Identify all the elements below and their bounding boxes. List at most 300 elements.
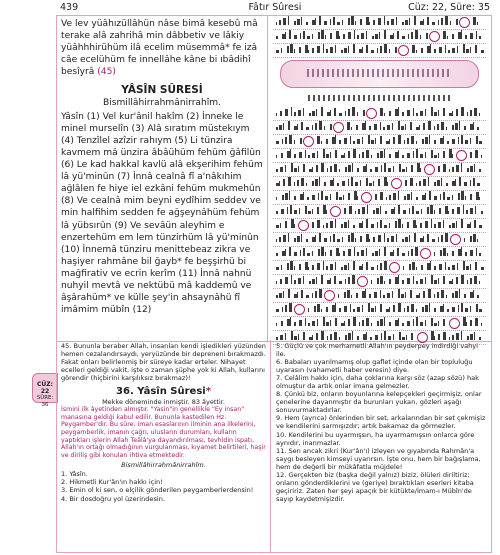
arabic-glyph — [378, 179, 380, 186]
juz-side-tab[interactable] — [32, 373, 58, 408]
arabic-glyph — [294, 49, 295, 53]
arabic-glyph — [384, 113, 385, 116]
arabic-glyph — [398, 303, 401, 312]
arabic-glyph — [477, 239, 478, 242]
arabic-glyph — [308, 155, 310, 158]
arabic-glyph — [333, 234, 335, 242]
arabic-glyph — [345, 167, 347, 172]
arabic-glyph — [297, 124, 298, 130]
arabic-glyph — [279, 181, 280, 186]
ayah-end-marker — [389, 262, 400, 273]
arabic-glyph — [409, 208, 410, 214]
arabic-glyph — [423, 291, 425, 298]
arabic-glyph — [434, 196, 437, 200]
footnote-marker: * — [205, 386, 211, 398]
arabic-glyph — [326, 49, 328, 53]
arabic-glyph — [443, 136, 444, 144]
arabic-glyph — [285, 221, 287, 228]
arabic-glyph — [299, 47, 301, 53]
arabic-glyph — [470, 264, 471, 270]
arabic-line — [273, 233, 486, 247]
arabic-glyph — [380, 122, 381, 130]
arabic-glyph — [457, 207, 460, 214]
arabic-line — [273, 121, 486, 135]
arabic-glyph — [479, 253, 481, 256]
translation-section — [56, 340, 492, 553]
arabic-glyph — [461, 275, 464, 284]
arabic-glyph — [321, 247, 324, 256]
arabic-glyph — [368, 135, 370, 144]
transliteration-column — [57, 16, 268, 341]
arabic-glyph — [443, 151, 445, 158]
arabic-glyph — [303, 31, 305, 39]
arabic-glyph — [430, 261, 431, 270]
arabic-glyph — [285, 165, 286, 172]
arabic-glyph — [439, 264, 442, 270]
arabic-glyph — [420, 154, 423, 158]
arabic-glyph — [289, 30, 291, 39]
arabic-glyph — [330, 19, 331, 25]
arabic-glyph — [360, 180, 361, 186]
arabic-glyph — [383, 295, 385, 298]
arabic-glyph — [473, 290, 474, 298]
arabic-glyph — [398, 205, 400, 214]
arabic-glyph — [294, 224, 295, 228]
arabic-glyph — [300, 33, 301, 39]
arabic-glyph — [375, 34, 378, 39]
arabic-glyph — [312, 279, 315, 284]
arabic-glyph — [398, 135, 401, 144]
arabic-glyph — [312, 111, 315, 116]
arabic-glyph — [411, 304, 414, 312]
arabic-glyph — [341, 50, 343, 53]
arabic-glyph — [312, 125, 313, 130]
arabic-glyph — [371, 140, 374, 144]
arabic-glyph — [464, 294, 466, 298]
arabic-glyph — [325, 252, 326, 256]
arabic-glyph — [317, 46, 320, 53]
arabic-glyph — [287, 207, 288, 214]
arabic-glyph — [425, 193, 426, 200]
transliteration-text-45: Ve lev yüâhızüllâhün nâse bimâ kesebû mâ terake alâ zahrihâ min dâbbetiv ve lâkiy yüâhhhirühüm ilâ ecelim müsemmâ* fe izâ câe ecelühüm fe innellâhe kâne bi ıbâdihî besîyrâ — [61, 19, 258, 78]
arabic-glyph — [383, 127, 385, 130]
arabic-glyph — [392, 123, 393, 130]
arabic-glyph — [407, 321, 410, 326]
arabic-glyph — [438, 278, 439, 284]
arabic-glyph — [276, 36, 278, 39]
arabic-glyph — [466, 322, 467, 326]
side-tab-juz: CÜZ: 22 — [36, 381, 54, 395]
arabic-glyph — [427, 207, 429, 214]
arabic-glyph — [461, 247, 462, 256]
arabic-line — [273, 261, 486, 275]
arabic-glyph — [423, 179, 426, 186]
arabic-glyph — [380, 136, 382, 144]
arabic-glyph — [317, 151, 318, 158]
arabic-glyph — [416, 267, 417, 270]
arabic-glyph — [330, 110, 331, 116]
arabic-glyph — [335, 219, 336, 228]
arabic-glyph — [380, 304, 382, 312]
arabic-glyph — [285, 137, 287, 144]
arabic-glyph — [356, 125, 358, 130]
arabic-glyph — [377, 48, 378, 53]
arabic-glyph — [465, 252, 467, 256]
arabic-glyph — [281, 153, 283, 158]
arabic-glyph — [276, 225, 279, 228]
arabic-line — [273, 135, 486, 149]
arabic-line — [273, 247, 486, 261]
arabic-glyph — [434, 294, 435, 298]
arabic-glyph — [321, 191, 323, 200]
arabic-glyph — [467, 280, 468, 284]
arabic-glyph — [463, 261, 465, 270]
arabic-glyph — [447, 309, 449, 312]
arabic-glyph — [477, 22, 478, 25]
arabic-glyph — [334, 164, 337, 172]
arabic-line — [273, 107, 486, 121]
arabic-glyph — [402, 22, 404, 25]
surah-banner-ornament — [280, 60, 479, 88]
arabic-glyph — [298, 110, 301, 116]
arabic-glyph — [447, 141, 449, 144]
arabic-glyph — [318, 249, 320, 256]
arabic-glyph — [359, 154, 360, 158]
arabic-glyph — [407, 153, 410, 158]
arabic-glyph — [395, 47, 397, 53]
arabic-glyph — [413, 276, 414, 284]
arabic-glyph — [325, 35, 326, 39]
arabic-glyph — [443, 31, 446, 39]
arabic-glyph — [416, 309, 417, 312]
arabic-glyph — [348, 109, 350, 116]
meal-bismillah: Bismillâhirrahmânirrahîm. — [121, 461, 206, 470]
arabic-glyph — [285, 277, 288, 284]
ayah-end-marker — [459, 17, 470, 28]
surah-title-header: Fâtır Sûresi — [248, 2, 302, 13]
arabic-glyph — [455, 123, 458, 130]
arabic-glyph — [465, 35, 467, 39]
arabic-glyph — [353, 44, 355, 53]
arabic-glyph — [470, 166, 473, 172]
translation-right-column — [272, 340, 491, 552]
arabic-glyph — [289, 247, 291, 256]
arabic-glyph — [303, 108, 304, 116]
arabic-glyph — [380, 220, 382, 228]
arabic-glyph — [308, 308, 309, 312]
arabic-glyph — [347, 290, 350, 298]
arabic-glyph — [371, 323, 372, 326]
arabic-glyph — [447, 197, 450, 200]
arabic-glyph — [276, 239, 277, 242]
arabic-glyph — [473, 17, 476, 25]
arabic-glyph — [430, 205, 433, 214]
arabic-glyph — [348, 179, 349, 186]
arabic-glyph — [438, 110, 439, 116]
arabic-glyph — [291, 107, 292, 116]
arabic-glyph — [441, 290, 444, 298]
arabic-glyph — [380, 151, 383, 158]
arabic-glyph — [360, 236, 362, 242]
arabic-glyph — [276, 253, 278, 256]
arabic-glyph — [373, 237, 375, 242]
arabic-glyph — [342, 237, 343, 242]
arabic-glyph — [276, 113, 277, 116]
arabic-glyph — [357, 252, 359, 256]
arabic-glyph — [438, 20, 439, 25]
arabic-glyph — [475, 318, 478, 326]
arabic-glyph — [456, 333, 459, 340]
page-number: 439 — [60, 2, 79, 13]
arabic-glyph — [369, 22, 370, 25]
arabic-glyph — [308, 211, 311, 214]
arabic-glyph — [389, 223, 390, 228]
arabic-glyph — [291, 275, 292, 284]
arabic-glyph — [380, 108, 383, 116]
arabic-glyph — [443, 248, 446, 256]
arabic-glyph — [276, 309, 279, 312]
arabic-glyph — [475, 206, 476, 214]
arabic-glyph — [421, 265, 423, 270]
arabic-glyph — [391, 19, 394, 25]
arabic-glyph — [290, 205, 292, 214]
arabic-glyph — [365, 289, 366, 298]
arabic-glyph — [288, 16, 289, 25]
arabic-glyph — [330, 124, 332, 130]
arabic-glyph — [303, 276, 304, 284]
arabic-glyph — [348, 220, 349, 228]
arabic-glyph — [416, 183, 417, 186]
arabic-glyph — [481, 267, 484, 270]
arabic-glyph — [470, 152, 472, 158]
arabic-glyph — [421, 209, 422, 214]
arabic-glyph — [475, 150, 478, 158]
arabic-glyph — [470, 320, 472, 326]
arabic-glyph — [288, 177, 291, 186]
arabic-glyph — [306, 22, 308, 25]
arabic-glyph — [404, 196, 406, 200]
arabic-text-column — [268, 16, 491, 341]
arabic-glyph — [305, 150, 306, 158]
arabic-glyph — [283, 179, 285, 186]
arabic-glyph — [294, 238, 296, 242]
arabic-glyph — [326, 210, 327, 214]
arabic-glyph — [396, 17, 397, 25]
arabic-glyph — [297, 180, 299, 186]
arabic-glyph — [369, 126, 371, 130]
arabic-glyph — [425, 137, 428, 144]
surah-heading — [61, 385, 266, 398]
meal-ayah-45: 45. Bununla beraber Allah, insanları kendi işledikleri yüzünden hemen cezalandırsaydı, yeryüzünde bir depreneni bırakmazdı. Fakat onları belirlenmiş bir süreye kadar erteler. Nihayet ecelleri geldiği vakit, işte o zaman şüphe yok ki Allah, kullarını görendir (hiçbirini karşılıksız bırakmaz)! — [61, 342, 266, 383]
arabic-glyph — [294, 210, 297, 214]
arabic-glyph — [371, 280, 372, 284]
arabic-glyph — [357, 35, 359, 39]
arabic-glyph — [470, 222, 471, 228]
arabic-glyph — [348, 18, 350, 25]
arabic-glyph — [280, 167, 283, 172]
arabic-glyph — [367, 205, 368, 214]
arabic-glyph — [319, 289, 322, 298]
arabic-line — [273, 177, 486, 191]
arabic-glyph — [280, 111, 282, 116]
arabic-glyph — [463, 44, 465, 53]
ayah-end-marker — [420, 248, 431, 259]
arabic-glyph — [294, 322, 296, 326]
arabic-glyph — [392, 291, 393, 298]
ayah-end-marker — [450, 234, 461, 245]
arabic-glyph — [456, 109, 458, 116]
arabic-glyph — [388, 168, 391, 172]
arabic-glyph — [397, 31, 399, 39]
arabic-glyph — [309, 281, 311, 284]
arabic-glyph — [445, 233, 448, 242]
arabic-glyph — [448, 211, 449, 214]
arabic-glyph — [348, 277, 350, 284]
arabic-line — [273, 219, 486, 233]
arabic-glyph — [371, 224, 374, 228]
arabic-glyph — [294, 196, 296, 200]
arabic-glyph — [287, 263, 289, 270]
arabic-glyph — [461, 219, 463, 228]
surah-revelation-info: Mekke döneminde inmiştir. 83 âyettir. — [102, 398, 225, 407]
arabic-glyph — [398, 318, 399, 326]
arabic-line — [273, 275, 486, 289]
arabic-glyph — [325, 196, 328, 200]
arabic-glyph — [467, 112, 468, 116]
arabic-glyph — [362, 207, 365, 214]
arabic-glyph — [389, 139, 390, 144]
arabic-glyph — [416, 197, 418, 200]
arabic-glyph — [348, 235, 350, 242]
arabic-glyph — [411, 165, 413, 172]
arabic-glyph — [288, 233, 289, 242]
arabic-glyph — [326, 154, 329, 158]
arabic-glyph — [401, 126, 404, 130]
arabic-glyph — [348, 319, 350, 326]
arabic-glyph — [420, 168, 421, 172]
arabic-glyph — [461, 135, 463, 144]
arabic-glyph — [398, 289, 400, 298]
arabic-glyph — [393, 137, 395, 144]
arabic-glyph — [276, 22, 277, 25]
arabic-glyph — [384, 233, 385, 242]
arabic-glyph — [410, 178, 413, 186]
arabic-glyph — [344, 292, 346, 298]
arabic-glyph — [415, 247, 418, 256]
arabic-glyph — [479, 169, 481, 172]
arabic-glyph — [327, 168, 328, 172]
arabic-glyph — [285, 333, 286, 340]
arabic-glyph — [312, 265, 314, 270]
arabic-glyph — [439, 208, 441, 214]
arabic-glyph — [425, 221, 428, 228]
arabic-glyph — [416, 317, 418, 326]
arabic-glyph — [474, 276, 477, 284]
arabic-glyph — [283, 291, 284, 298]
arabic-glyph — [300, 250, 301, 256]
arabic-glyph — [464, 182, 467, 186]
arabic-glyph — [321, 163, 324, 172]
arabic-glyph — [300, 138, 302, 144]
arabic-glyph — [324, 126, 325, 130]
arabic-glyph — [406, 167, 407, 172]
arabic-glyph — [380, 319, 383, 326]
arabic-glyph — [362, 320, 364, 326]
arabic-glyph — [387, 238, 389, 242]
arabic-glyph — [279, 125, 282, 130]
arabic-glyph — [438, 153, 439, 158]
arabic-glyph — [476, 248, 477, 256]
arabic-glyph — [380, 46, 382, 53]
arabic-glyph — [348, 151, 350, 158]
arabic-glyph — [446, 127, 447, 130]
arabic-glyph — [380, 276, 383, 284]
arabic-glyph — [351, 16, 354, 25]
arabic-glyph — [290, 149, 291, 158]
arabic-glyph — [438, 222, 441, 228]
arabic-glyph — [330, 320, 331, 326]
arabic-glyph — [389, 279, 391, 284]
arabic-glyph — [407, 194, 410, 200]
arabic-glyph — [405, 180, 407, 186]
arabic-glyph — [443, 319, 445, 326]
arabic-glyph — [476, 304, 478, 312]
arabic-glyph — [434, 49, 436, 53]
arabic-glyph — [309, 113, 311, 116]
arabic-glyph — [411, 136, 414, 144]
arabic-glyph — [373, 210, 375, 214]
arabic-glyph — [276, 295, 278, 298]
arabic-glyph — [408, 251, 409, 256]
arabic-line — [273, 317, 486, 331]
arabic-glyph — [339, 197, 342, 200]
arabic-glyph — [316, 333, 318, 340]
arabic-glyph — [413, 108, 414, 116]
arabic-glyph — [357, 139, 360, 144]
arabic-glyph — [407, 110, 410, 116]
arabic-glyph — [470, 306, 471, 312]
arabic-glyph — [384, 281, 385, 284]
arabic-glyph — [330, 152, 331, 158]
arabic-glyph — [303, 192, 304, 200]
arabic-glyph — [281, 209, 284, 214]
arabic-glyph — [380, 206, 381, 214]
arabic-glyph — [352, 107, 355, 116]
arabic-glyph — [452, 48, 455, 53]
arabic-glyph — [446, 183, 448, 186]
arabic-glyph — [298, 166, 299, 172]
arabic-glyph — [479, 113, 480, 116]
arabic-glyph — [393, 305, 395, 312]
arabic-glyph — [438, 166, 440, 172]
arabic-glyph — [371, 308, 374, 312]
arabic-glyph — [412, 206, 414, 214]
arabic-glyph — [362, 137, 363, 144]
arabic-glyph — [387, 21, 389, 25]
arabic-glyph — [393, 33, 394, 39]
arabic-glyph — [416, 281, 418, 284]
arabic-glyph — [377, 321, 379, 326]
arabic-glyph — [434, 323, 437, 326]
arabic-glyph — [283, 235, 286, 242]
arabic-glyph — [466, 266, 469, 270]
meal-verses-1-4: 1. Yâsîn. 2. Hikmetli Kur'ân'ın hakkı için! 3. Emin ol ki sen, o elçilik gönderilen peygamberlerdensin! 4. Bir dosdoğru yol üzerindesin. — [61, 470, 254, 503]
arabic-glyph — [410, 122, 412, 130]
arabic-glyph — [359, 322, 360, 326]
arabic-glyph — [349, 206, 352, 214]
arabic-glyph — [312, 321, 315, 326]
arabic-glyph — [459, 121, 460, 130]
